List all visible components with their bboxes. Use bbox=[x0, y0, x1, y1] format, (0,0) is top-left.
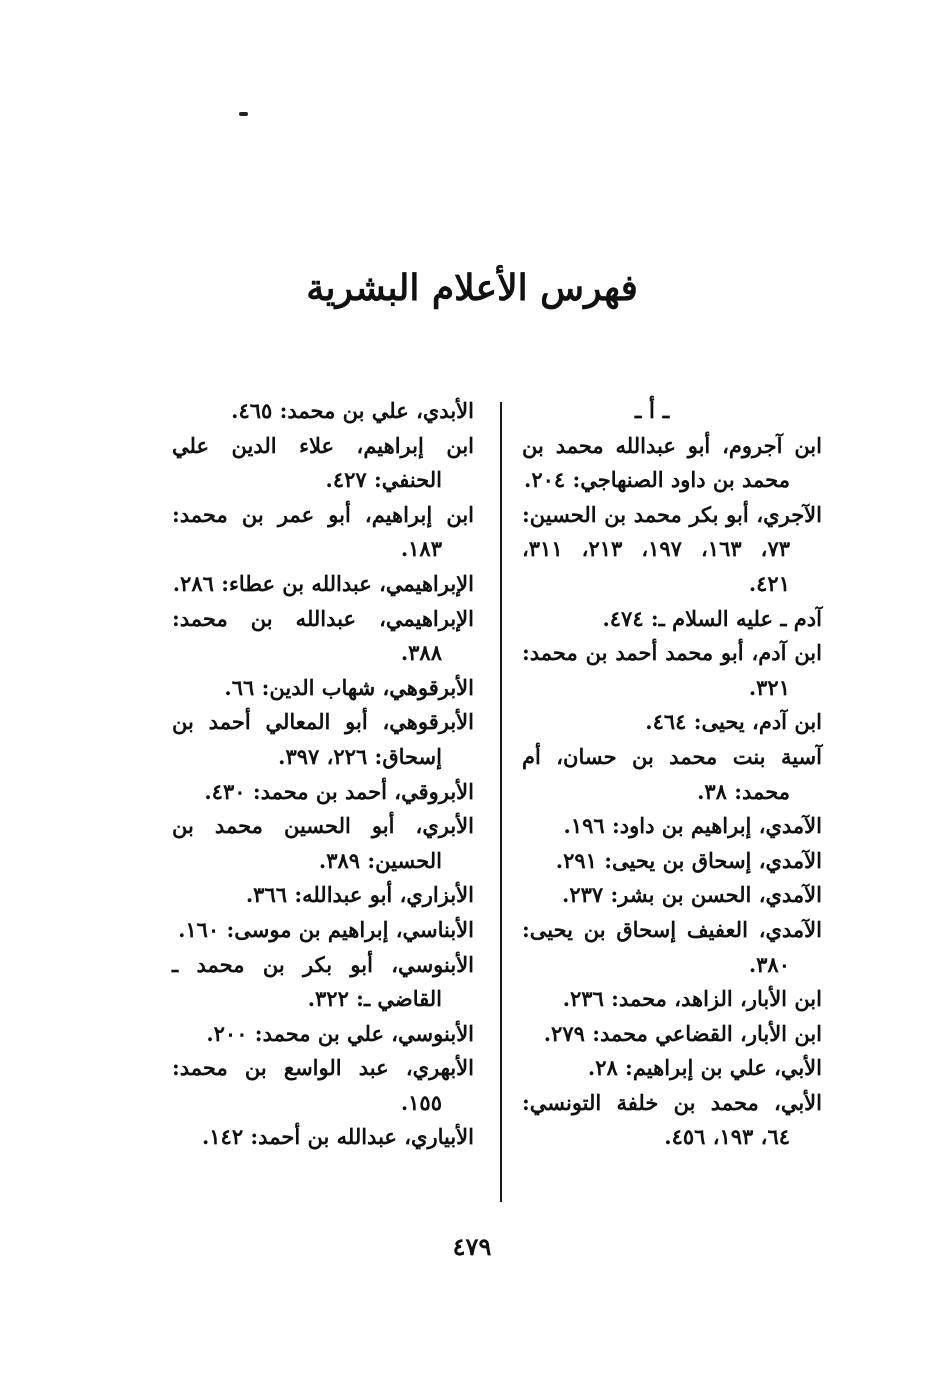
index-entry: الأبرقوهي، أبو المعالي أحمد بن إسحاق: ٢٢٦، ٣٩٧. bbox=[172, 709, 474, 769]
index-entry: ابن الأبار، القضاعي محمد: ٢٧٩. bbox=[543, 1020, 822, 1046]
index-entry: الأبي، علي بن إبراهيم: ٢٨. bbox=[587, 1055, 822, 1081]
index-entry: الإبراهيمي، عبدالله بن عطاء: ٢٨٦. bbox=[172, 570, 474, 596]
index-entry: الأبزاري، أبو عبدالله: ٣٦٦. bbox=[245, 882, 474, 908]
column-divider bbox=[500, 402, 502, 1202]
index-entry: الآمدي، الحسن بن بشر: ٢٣٧. bbox=[562, 882, 822, 908]
index-entry: الآمدي، إسحاق بن يحيى: ٢٩١. bbox=[555, 847, 822, 873]
ink-speck bbox=[239, 112, 248, 116]
index-entry: الأبي، محمد بن خلفة التونسي: ٦٤، ١٩٣، ٤٥٦. bbox=[522, 1089, 822, 1150]
index-entry: ابن آجروم، أبو عبدالله محمد بن محمد بن داود الصنهاجي: ٢٠٤. bbox=[522, 432, 822, 493]
index-entry: الأبياري، عبدالله بن أحمد: ١٤٢. bbox=[201, 1124, 474, 1150]
right-column bbox=[522, 394, 822, 1155]
index-entry: آسية بنت محمد بن حسان، أم محمد: ٣٨. bbox=[522, 743, 822, 804]
index-entry: الأبري، أبو الحسين محمد بن الحسين: ٣٨٩. bbox=[172, 813, 474, 873]
index-entry: الآمدي، إبراهيم بن داود: ١٩٦. bbox=[563, 813, 822, 839]
index-entry: الأبروقي، أحمد بن محمد: ٤٣٠. bbox=[204, 778, 474, 804]
left-entries-list bbox=[172, 394, 474, 1155]
index-entry: الأبنوسي، أبو بكر بن محمد ـ القاضي ـ: ٣٢٢. bbox=[172, 951, 474, 1012]
page-number: ٤٧٩ bbox=[452, 1232, 492, 1261]
index-entry: الآمدي، العفيف إسحاق بن يحيى: ٣٨٠. bbox=[522, 916, 822, 977]
index-entry: آدم ـ عليه السلام ـ: ٤٧٤. bbox=[602, 605, 822, 631]
index-entry: الآجري، أبو بكر محمد بن الحسين: ٧٣، ١٦٣، ١٩٧، ٢١٣، ٣١١، ٤٢١. bbox=[522, 501, 822, 596]
index-entry: ابن آدم، أبو محمد أحمد بن محمد: ٣٢١. bbox=[522, 640, 822, 700]
index-entry: الأبهري، عبد الواسع بن محمد: ١٥٥. bbox=[172, 1055, 474, 1115]
index-entry: ابن آدم، يحيى: ٤٦٤. bbox=[645, 709, 822, 735]
index-entry: الإبراهيمي، عبدالله بن محمد: ٣٨٨. bbox=[172, 605, 474, 666]
index-entry: الأبرقوهي، شهاب الدين: ٦٦. bbox=[224, 674, 474, 700]
index-entry: الأبناسي، إبراهيم بن موسى: ١٦٠. bbox=[178, 916, 474, 942]
right-entries-list bbox=[522, 429, 822, 1155]
left-column bbox=[172, 394, 474, 1155]
page-title: فهرس الأعلام البشرية bbox=[306, 267, 638, 309]
section-heading-alif: ـ أ ـ bbox=[634, 398, 670, 424]
index-entry: ابن إبراهيم، أبو عمر بن محمد: ١٨٣. bbox=[172, 501, 474, 562]
index-entry: الأبدي، علي بن محمد: ٤٦٥. bbox=[231, 398, 474, 423]
index-entry: ابن إبراهيم، علاء الدين علي الحنفي: ٤٢٧. bbox=[172, 432, 474, 493]
index-entry: ابن الأبار، الزاهد، محمد: ٢٣٦. bbox=[562, 986, 822, 1012]
index-entry: الأبنوسي، علي بن محمد: ٢٠٠. bbox=[206, 1020, 474, 1046]
